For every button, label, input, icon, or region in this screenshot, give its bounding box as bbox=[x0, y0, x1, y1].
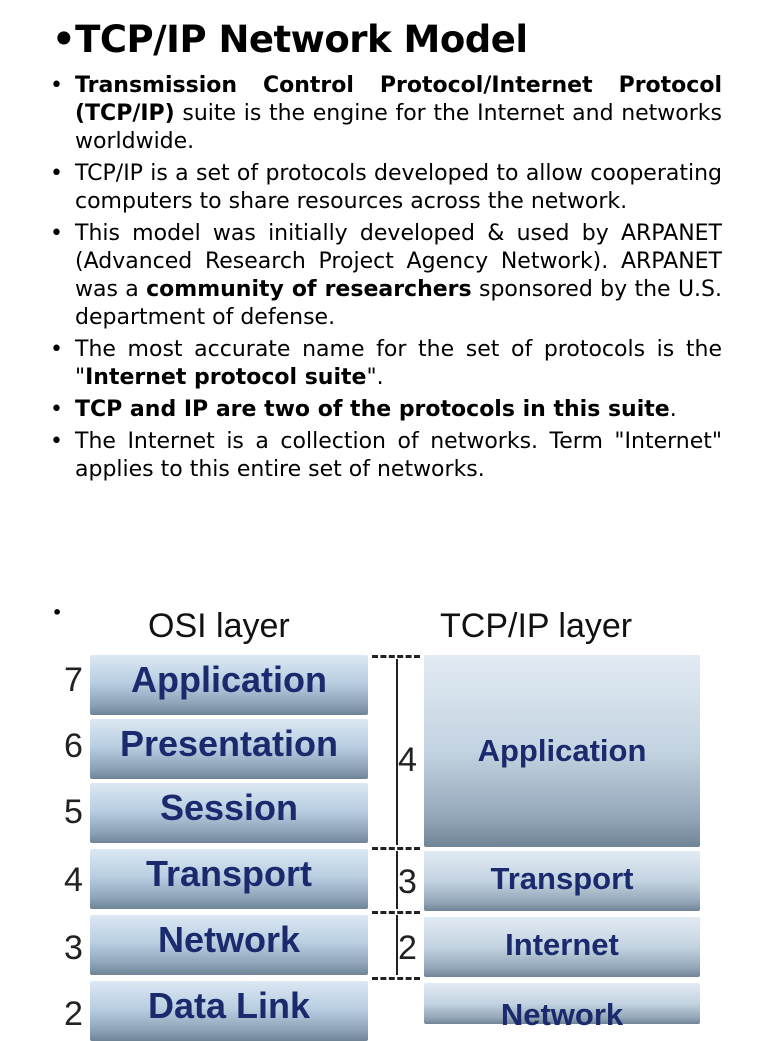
osi-header: OSI layer bbox=[148, 607, 290, 645]
bullet-list bbox=[50, 72, 722, 488]
bullet-item bbox=[50, 428, 722, 484]
bracket-line bbox=[372, 977, 420, 980]
osi-layer-network bbox=[90, 915, 368, 975]
bullet-text: ". bbox=[366, 365, 384, 390]
tcpip-layer-internet bbox=[424, 917, 700, 977]
bullet-text: TCP/IP is a set of protocols developed to allow cooperating computers to share resources across the network. bbox=[75, 161, 722, 214]
osi-layer-number: 6 bbox=[64, 727, 83, 765]
bullet-item bbox=[50, 72, 722, 156]
slide-title: •TCP/IP Network Model bbox=[52, 18, 528, 61]
bracket-line bbox=[372, 655, 420, 658]
tcpip-layer-number: 2 bbox=[398, 929, 417, 967]
bullet-text: The Internet is a collection of networks. Term "Internet" applies to this entire set of networks. bbox=[75, 429, 722, 482]
bullet-text: . bbox=[669, 397, 677, 422]
bullet-text-bold: community of researchers bbox=[146, 277, 472, 302]
bullet-item bbox=[50, 220, 722, 332]
bracket-line bbox=[372, 847, 420, 850]
bracket-line bbox=[372, 911, 420, 914]
tcpip-layer-application bbox=[424, 655, 700, 847]
bullet-text-bold: Transmission Control Protocol/Internet Protocol (TCP/IP) bbox=[75, 73, 722, 126]
osi-layer-transport bbox=[90, 849, 368, 909]
osi-layer-label: Network bbox=[157, 919, 301, 960]
bullet-item bbox=[50, 336, 722, 392]
tcpip-layer-network bbox=[424, 983, 700, 1032]
bullet-dot: • bbox=[50, 337, 63, 362]
osi-tcpip-diagram bbox=[0, 595, 768, 1033]
bullet-dot: • bbox=[50, 221, 63, 246]
tcpip-layer-number: 3 bbox=[398, 863, 417, 901]
osi-layer-data-link bbox=[90, 981, 368, 1041]
tcpip-layer-number: 4 bbox=[398, 741, 417, 779]
bullet-item bbox=[50, 160, 722, 216]
osi-layer-number: 3 bbox=[64, 929, 83, 967]
osi-layer-application bbox=[90, 655, 368, 715]
bullet-text-bold: Internet protocol suite bbox=[85, 365, 367, 390]
bullet-dot: • bbox=[50, 429, 63, 454]
tcpip-layer-label: Network bbox=[500, 997, 624, 1032]
tcpip-layer-label: Transport bbox=[490, 861, 634, 896]
osi-layer-label: Application bbox=[131, 659, 327, 700]
tcpip-header: TCP/IP layer bbox=[440, 607, 633, 645]
tcpip-layer-transport bbox=[424, 851, 700, 911]
osi-layer-number: 4 bbox=[64, 861, 83, 899]
osi-layer-label: Session bbox=[159, 787, 299, 828]
osi-layer-number: 2 bbox=[64, 995, 83, 1033]
osi-layer-presentation bbox=[90, 719, 368, 779]
bullet-dot: • bbox=[50, 397, 63, 422]
tcpip-layer-label: Application bbox=[477, 733, 647, 768]
osi-layer-label: Transport bbox=[145, 853, 313, 894]
bullet-item bbox=[50, 396, 722, 424]
bullet-text: suite is the engine for the Internet and networks worldwide. bbox=[75, 101, 722, 154]
bullet-dot: • bbox=[50, 161, 63, 186]
osi-layer-number: 7 bbox=[64, 661, 83, 699]
bullet-dot: • bbox=[50, 73, 63, 98]
bullet-text: This model was initially developed & used by ARPANET (Advanced Research Project Agency Network). ARPANET was a bbox=[75, 221, 722, 302]
bullet-text-bold: TCP and IP are two of the protocols in this suite bbox=[75, 397, 670, 422]
bullet-text: The most accurate name for the set of protocols is the " bbox=[75, 337, 722, 390]
osi-layer-label: Data Link bbox=[147, 985, 311, 1026]
osi-layer-session bbox=[90, 783, 368, 843]
diagram-bullet: • bbox=[52, 603, 63, 622]
osi-layer-label: Presentation bbox=[119, 723, 339, 764]
bullet-text: sponsored by the U.S. department of defense. bbox=[75, 277, 722, 330]
osi-layer-number: 5 bbox=[64, 793, 83, 831]
tcpip-layer-label: Internet bbox=[505, 927, 619, 962]
